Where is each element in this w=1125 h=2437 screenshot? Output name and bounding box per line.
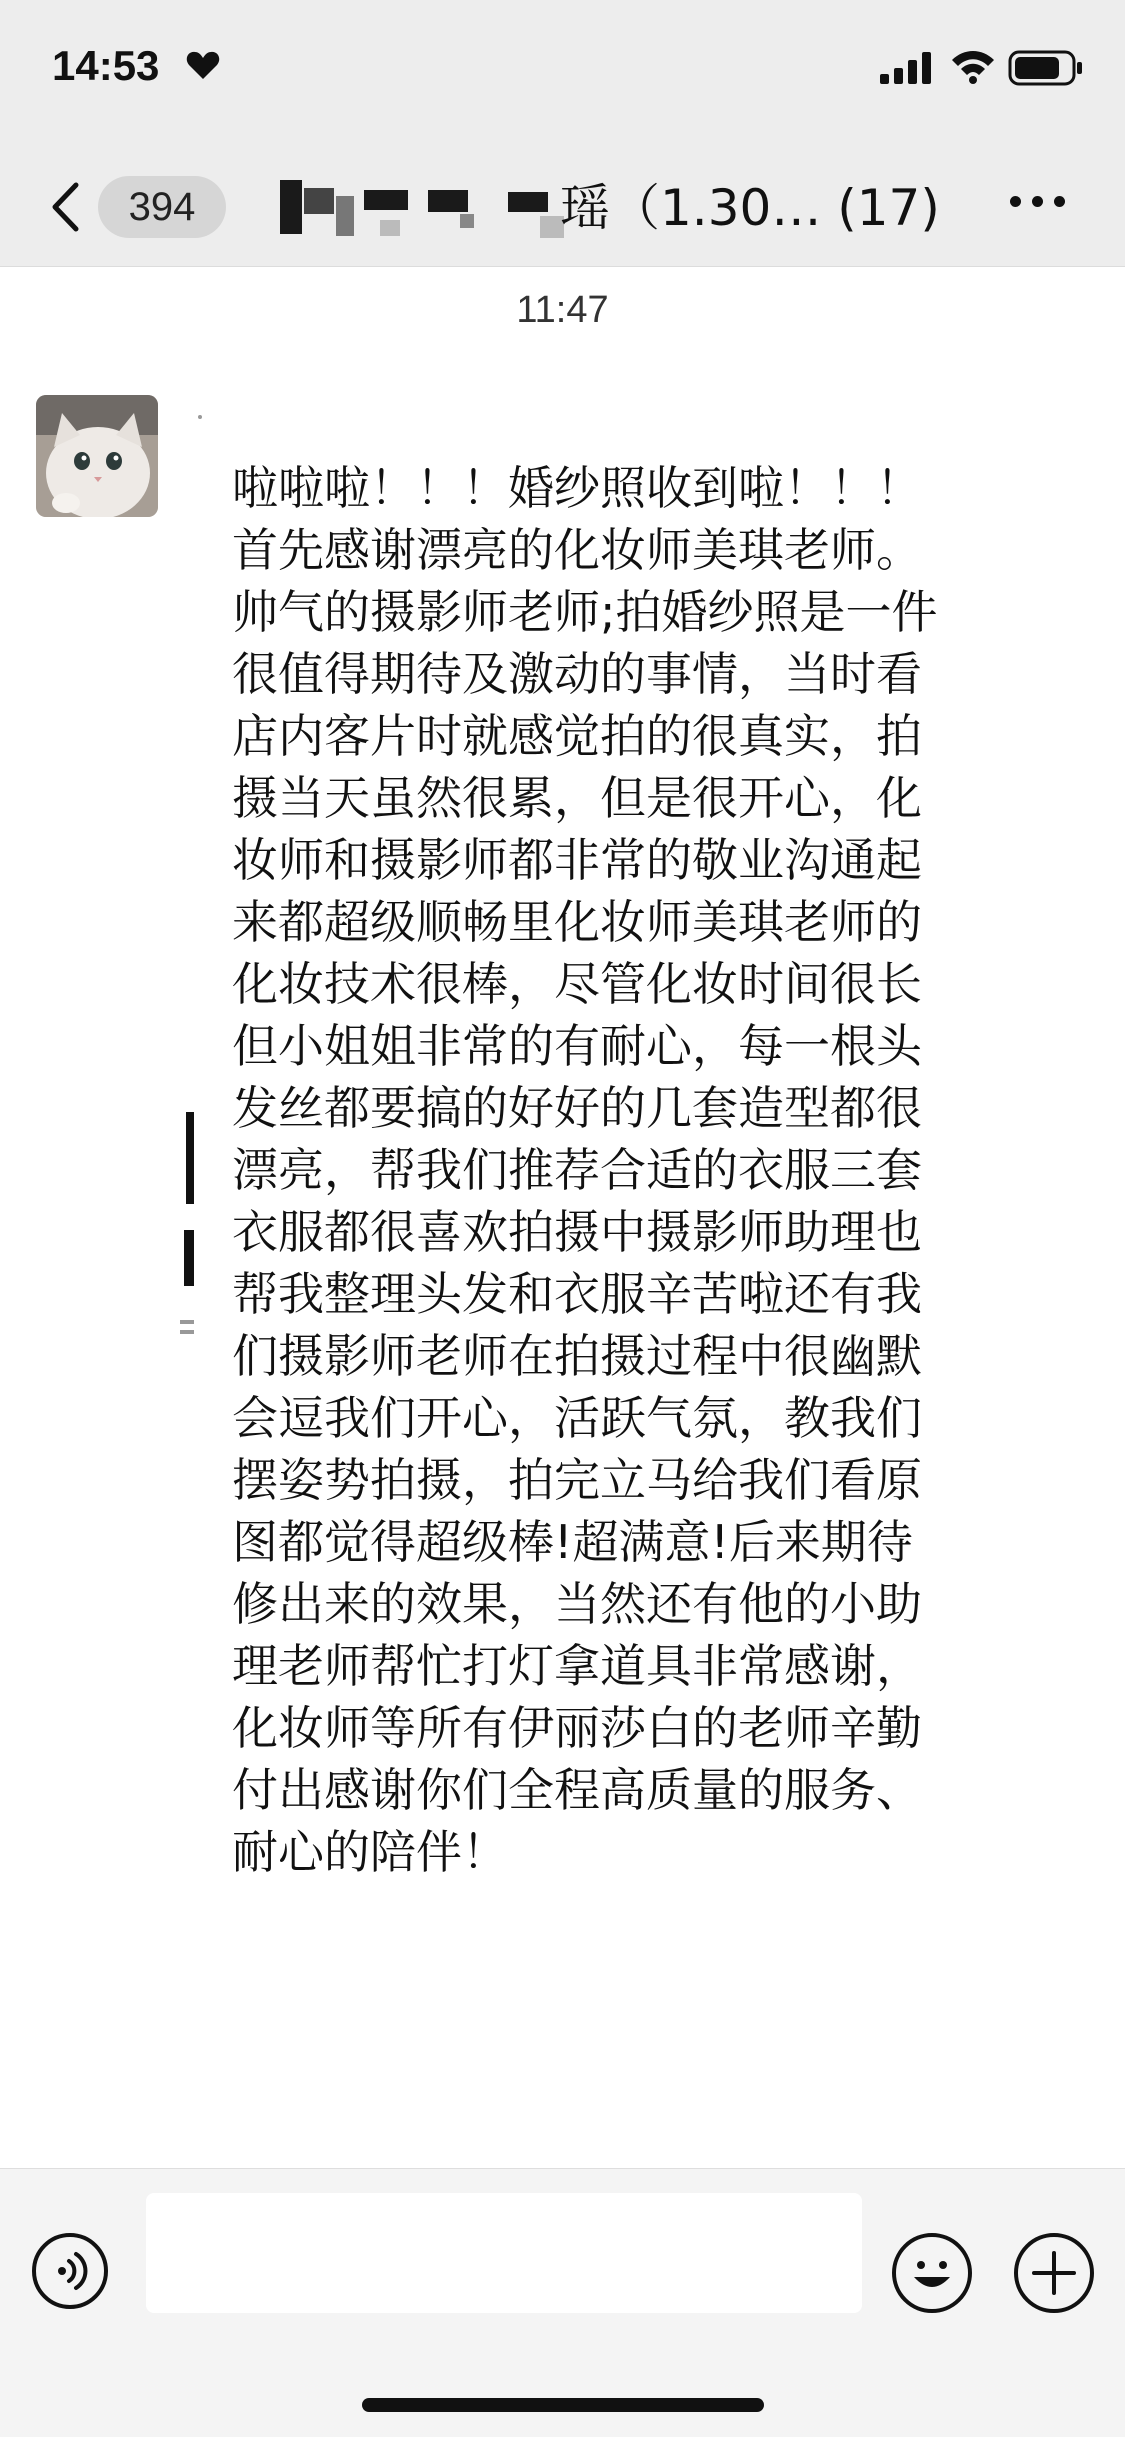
chevron-left-icon: [50, 182, 80, 232]
back-button[interactable]: [40, 170, 200, 240]
wifi-icon: [950, 48, 996, 84]
message-input[interactable]: [146, 2193, 862, 2313]
sender-name-dot: [198, 415, 202, 419]
plus-icon: [1018, 2237, 1090, 2309]
more-dots-icon: [1010, 196, 1021, 207]
chat-input-bar: [0, 2168, 1125, 2437]
more-dots-icon: [1054, 196, 1065, 207]
more-options-button[interactable]: [1010, 196, 1070, 216]
unread-count-badge: 394: [98, 176, 226, 238]
cat-avatar-image: [36, 395, 158, 517]
chat-title: 瑶（1.30… (17): [560, 179, 940, 237]
more-dots-icon: [1032, 196, 1043, 207]
cellular-signal-icon: [880, 52, 934, 84]
obscured-title-mosaic: [280, 176, 580, 238]
chat-message-list[interactable]: [0, 267, 1125, 2167]
emoji-button[interactable]: [892, 2233, 972, 2313]
background-artifact: [180, 1112, 204, 1592]
message-text: 啦啦啦！！！婚纱照收到啦！！！ 首先感谢漂亮的化妆师美琪老师。帅气的摄影师老师;拍婚纱照是一件很值得期待及激动的事情，当时看店内客片时就感觉拍的很真实，拍摄当天虽然很累，但是很开心，化妆师和摄影师都非常的敬业沟通起来都超级顺畅里化妆师美琪老师的化妆技术很棒，尽管化妆时间很长但小姐姐非常的有耐心，每一根头发丝都要搞的好好的几套造型都很漂亮，帮我们推荐合适的衣服三套衣服都很喜欢拍摄中摄影师助理也帮我整理头发和衣服辛苦啦还有我们摄影师老师在拍摄过程中很幽默会逗我们开心，活跃气氛，教我们摆姿势拍摄，拍完立马给我们看原图都觉得超级棒!超满意!后来期待修出来的效果，当然还有他的小助理老师帮忙打灯拿道具非常感谢，化妆师等所有伊丽莎白的老师辛勤付出感谢你们全程高质量的服务、耐心的陪伴！: [232, 461, 938, 1879]
chat-nav-bar: [0, 140, 1125, 267]
message-timestamp: 11:47: [516, 289, 609, 331]
voice-input-button[interactable]: [32, 2233, 108, 2309]
heart-icon: [186, 50, 220, 80]
status-time: 14:53: [52, 42, 160, 89]
status-bar: [0, 0, 1125, 140]
battery-icon: [1008, 50, 1084, 86]
home-indicator[interactable]: [362, 2398, 764, 2412]
emoji-icon: [896, 2237, 968, 2309]
more-actions-button[interactable]: [1014, 2233, 1094, 2313]
avatar[interactable]: [36, 395, 158, 517]
voice-icon: [36, 2237, 104, 2305]
